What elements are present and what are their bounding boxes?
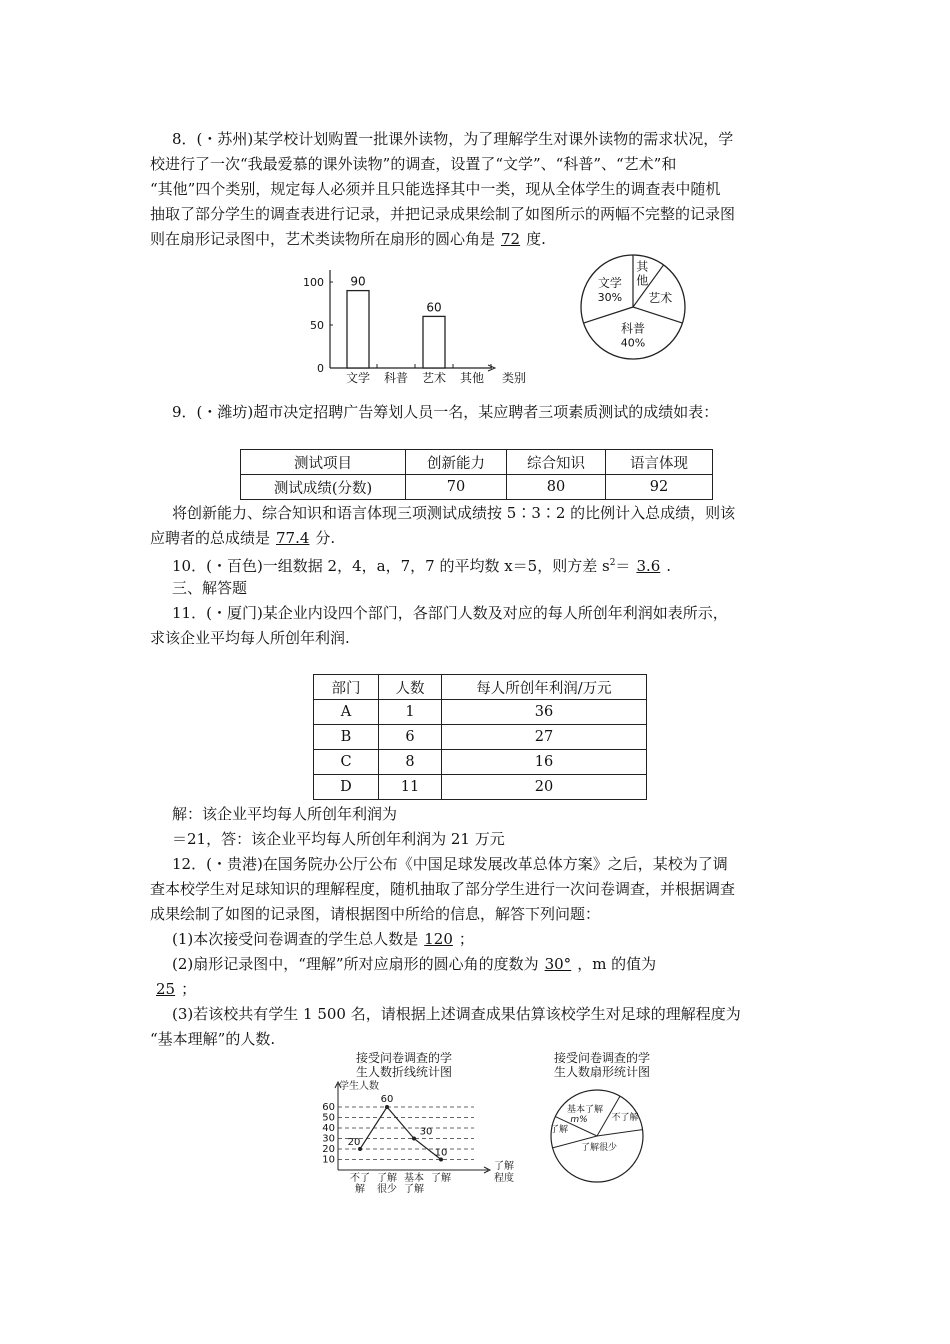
q12-line-chart	[318, 1050, 518, 1195]
chart-title: 接受问卷调查的学	[355, 1051, 453, 1065]
table-cell: 测试成绩(分数)	[241, 475, 406, 500]
x-axis-label: 类别	[501, 371, 527, 385]
section-title: 三、解答题	[172, 579, 248, 597]
q12-p2-suffix: ；	[181, 980, 197, 998]
chart-title: 生人数扇形统计图	[553, 1065, 651, 1079]
q8-suffix: 度.	[526, 230, 546, 248]
q12-p2-answer: 30°	[544, 955, 572, 973]
q12-p1-text: (1)本次接受问卷调查的学生总人数是	[172, 930, 419, 948]
q10-answer: 3.6	[636, 557, 661, 575]
table-cell: 20	[442, 775, 647, 800]
bar-data-label: 90	[350, 274, 366, 289]
table-header: 人数	[379, 675, 442, 700]
q8-line-2: 校进行了一次“我最爱慕的课外读物”的调查，设置了“文学”、“科普”、“艺术”和	[150, 155, 677, 173]
table-cell: A	[314, 700, 379, 725]
q9-table	[240, 449, 713, 500]
q8-answer: 72	[501, 230, 521, 248]
q10-text: 10．(・百色)一组数据 2，4，a，7，7 的平均数 x＝5，则方差 s	[172, 557, 610, 575]
table-cell: 8	[379, 750, 442, 775]
table-header: 测试项目	[241, 450, 406, 475]
bar	[347, 291, 369, 368]
pie-pct-label: 40%	[620, 336, 646, 350]
x-tick-label: 其他	[459, 371, 485, 385]
table-cell: 27	[442, 725, 647, 750]
q9-after-text: 应聘者的总成绩是	[150, 529, 271, 547]
y-tick-label: 30	[322, 1133, 335, 1145]
pie-label: 艺术	[648, 291, 673, 306]
table-header: 综合知识	[507, 450, 606, 475]
q10-mid: ＝	[615, 557, 631, 575]
pie-label: 其	[636, 259, 649, 274]
x-tick-label: 不了	[350, 1173, 370, 1184]
data-label: 10	[434, 1147, 448, 1159]
table-row	[314, 700, 647, 725]
pie-label: 了解	[549, 1125, 569, 1135]
data-point	[385, 1105, 389, 1109]
q10-suffix: .	[666, 557, 672, 575]
q8-line-1: 8．(・苏州)某学校计划购置一批课外读物，为了理解学生对课外读物的需求状况，学	[172, 130, 734, 148]
q9-suffix: 分.	[315, 529, 336, 547]
table-cell: 80	[507, 475, 606, 500]
chart-title: 生人数折线统计图	[355, 1065, 453, 1079]
q12-line-2: 查本校学生对足球知识的理解程度，随机抽取了部分学生进行一次问卷调查，并根据调查	[150, 880, 736, 898]
pie-label: 文学	[597, 276, 622, 291]
y-axis-label: 学生人数	[339, 1081, 379, 1092]
q12-part-3: (3)若该校共有学生 1 500 名，请根据上述调查成果估算该校学生对足球的理解程度为	[172, 1005, 741, 1023]
y-tick-label: 50	[310, 319, 324, 332]
x-tick-label: 了解	[404, 1184, 424, 1195]
table-cell: C	[314, 750, 379, 775]
q11-line-1: 11．(・厦门)某企业内设四个部门，各部门人数及对应的每人所创年利润如表所示，	[172, 604, 728, 622]
data-label: 60	[380, 1094, 394, 1105]
data-label: 30	[419, 1126, 433, 1138]
x-tick-label: 文学	[345, 371, 371, 385]
q12-line-1: 12．(・贵港)在国务院办公厅公布《中国足球发展改革总体方案》之后，某校为了调	[172, 855, 728, 873]
pie-label: 不了解	[611, 1113, 639, 1123]
y-tick-label: 100	[303, 276, 324, 289]
chart-title: 接受问卷调查的学	[553, 1051, 651, 1065]
y-tick-label: 10	[322, 1154, 335, 1166]
table-cell: 36	[442, 700, 647, 725]
q11-table	[313, 674, 647, 800]
x-tick-label: 基本	[404, 1173, 424, 1184]
q9-after-2	[150, 526, 790, 551]
q11-solution-2: ＝21，答：该企业平均每人所创年利润为 21 万元	[172, 830, 505, 848]
x-axis-label: 了解	[494, 1161, 514, 1172]
x-tick-label: 了解	[431, 1173, 451, 1184]
x-tick-label: 了解	[377, 1173, 397, 1184]
q12-part-2b	[150, 977, 790, 1002]
table-row	[241, 475, 713, 500]
table-cell: 70	[406, 475, 507, 500]
table-row	[314, 725, 647, 750]
q11-line-2: 求该企业平均每人所创年利润.	[150, 629, 350, 647]
x-tick-label: 很少	[377, 1184, 397, 1195]
table-header: 创新能力	[406, 450, 507, 475]
q8-line-3: “其他”四个类别，规定每人必须并且只能选择其中一类，现从全体学生的调查表中随机	[150, 180, 721, 198]
q12-p1-suffix: ；	[458, 930, 474, 948]
table-cell: 1	[379, 700, 442, 725]
table-row	[314, 775, 647, 800]
q9-text: 9．(・潍坊)超市决定招聘广告筹划人员一名，某应聘者三项素质测试的成绩如表：	[172, 403, 719, 421]
table-cell: 92	[606, 475, 713, 500]
table-cell: 6	[379, 725, 442, 750]
pie-pct-label: m%	[570, 1115, 588, 1125]
y-tick-label: 60	[322, 1102, 335, 1113]
table-header: 部门	[314, 675, 379, 700]
q12-p2-mid: ，m 的值为	[577, 955, 657, 973]
q12-p1-answer: 120	[424, 930, 453, 948]
bar-data-label: 60	[426, 300, 442, 315]
y-tick-label: 0	[317, 362, 324, 375]
q12-p2-text: (2)扇形记录图中，“理解”所对应扇形的圆心角的度数为	[172, 955, 539, 973]
q10-line	[172, 551, 812, 579]
data-point	[412, 1137, 416, 1141]
table-header: 每人所创年利润/万元	[442, 675, 647, 700]
q8-bar-chart	[300, 268, 540, 388]
table-cell: B	[314, 725, 379, 750]
pie-label: 科普	[620, 321, 646, 336]
x-tick-label: 科普	[383, 371, 409, 385]
pie-label: 了解很少	[580, 1143, 618, 1153]
y-tick-label: 50	[322, 1112, 335, 1124]
q12-p2-answer2: 25	[156, 980, 176, 998]
table-cell: 11	[379, 775, 442, 800]
q9-answer: 77.4	[276, 529, 310, 547]
q12-part-3b: “基本理解”的人数.	[150, 1030, 276, 1048]
pie-label: 他	[636, 273, 649, 288]
q8-line-5	[150, 227, 790, 252]
q12-part-2	[172, 952, 812, 977]
y-tick-label: 40	[322, 1123, 335, 1134]
x-axis-label: 程度	[494, 1173, 514, 1184]
table-header: 语言体现	[606, 450, 713, 475]
q11-solution-1: 解：该企业平均每人所创年利润为	[172, 805, 398, 823]
x-tick-label: 解	[355, 1184, 365, 1195]
table-cell: D	[314, 775, 379, 800]
table-row	[314, 750, 647, 775]
bar	[423, 316, 445, 368]
table-row	[314, 675, 647, 700]
q12-line-3: 成果绘制了如图的记录图，请根据图中所给的信息，解答下列问题：	[150, 905, 601, 923]
pie-label: 基本了解	[566, 1105, 604, 1115]
table-row	[241, 450, 713, 475]
q8-line-4: 抽取了部分学生的调查表进行记录，并把记录成果绘制了如图所示的两幅不完整的记录图	[150, 205, 736, 223]
y-tick-label: 20	[322, 1144, 335, 1155]
q9-after-1: 将创新能力、综合知识和语言体现三项测试成绩按 5∶3∶2 的比例计入总成绩，则该	[172, 504, 736, 522]
q8-pie-chart	[565, 255, 705, 370]
q12-part-1	[172, 927, 812, 952]
data-label: 20	[347, 1137, 361, 1148]
pie-pct-label: 30%	[597, 291, 623, 305]
table-cell: 16	[442, 750, 647, 775]
q8-text: 则在扇形记录图中，艺术类读物所在扇形的圆心角是	[150, 230, 496, 248]
q12-pie-chart	[535, 1050, 670, 1180]
x-tick-label: 艺术	[421, 371, 447, 385]
q10-sup: 2	[609, 558, 616, 568]
